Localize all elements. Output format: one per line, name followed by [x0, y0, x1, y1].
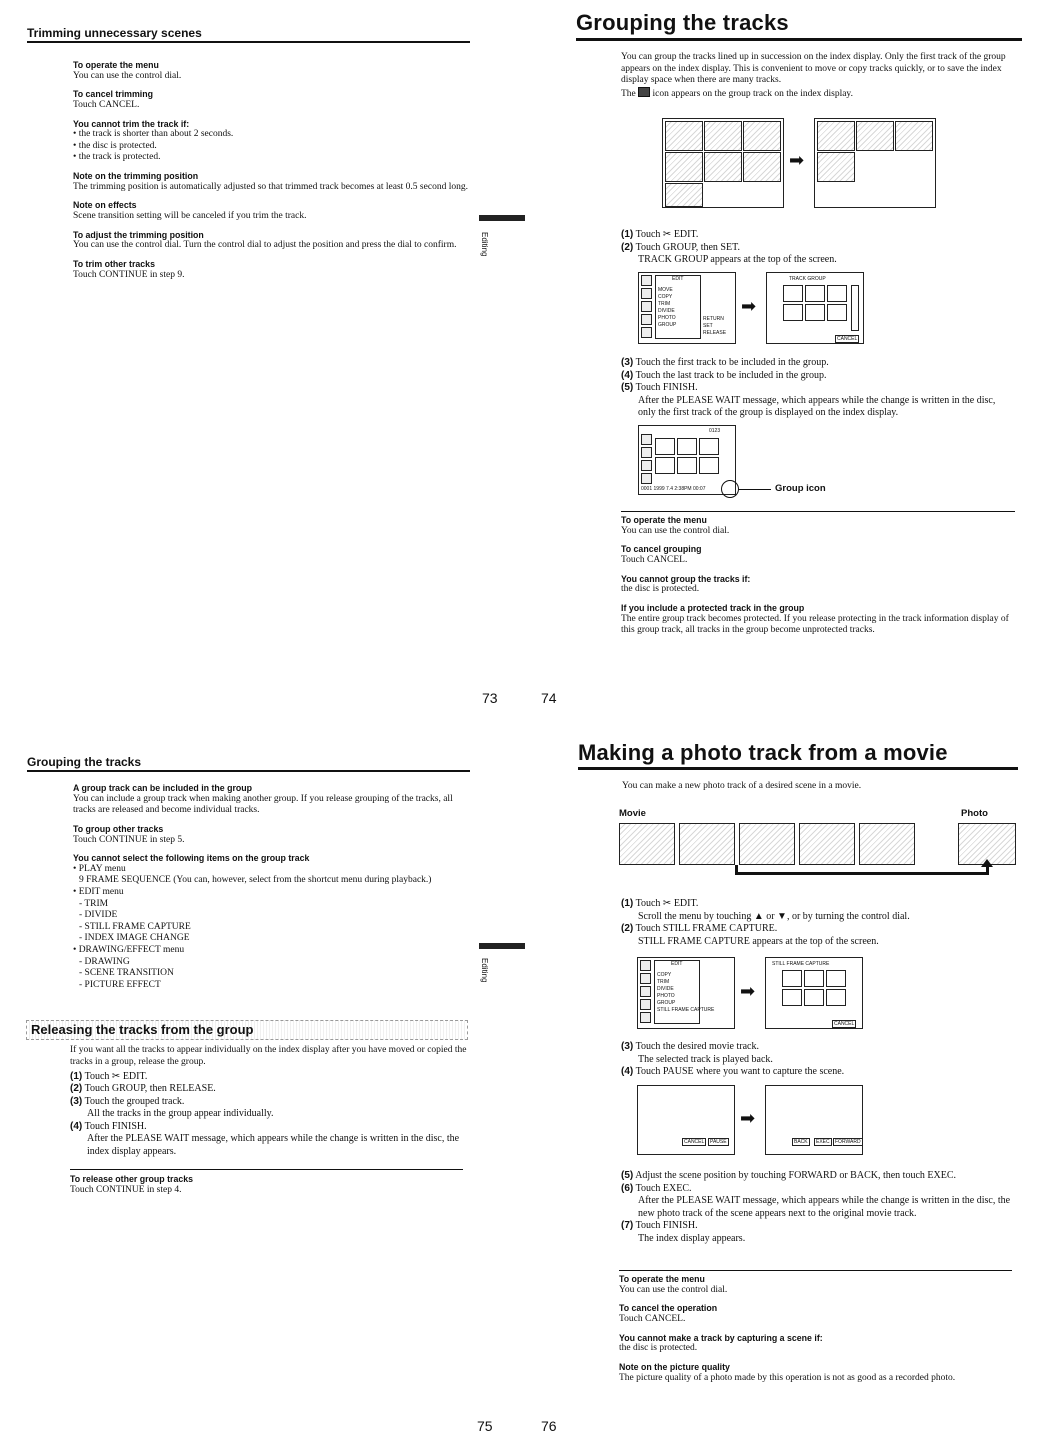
- list-line: - DIVIDE: [79, 910, 118, 921]
- lcd-cell: [805, 285, 825, 302]
- lcd-menu-item: GROUP: [658, 322, 677, 328]
- lcd-cell: [783, 285, 803, 302]
- note-heading: To trim other tracks: [73, 258, 155, 269]
- lcd-cell: [826, 989, 846, 1006]
- lcd-icon-column: [641, 275, 653, 340]
- note-heading: To operate the menu: [73, 60, 159, 70]
- lcd-pause: PAUSE: [710, 1139, 727, 1145]
- lcd-cell: [805, 304, 825, 321]
- lcd-menu-item: DIVIDE: [657, 986, 674, 992]
- step: (6) Touch EXEC.: [621, 1182, 692, 1194]
- step: (2) Touch GROUP, then SET.: [621, 241, 740, 253]
- step: (3) Touch the first track to be included in the group.: [621, 357, 829, 368]
- lcd-menu-item: MOVE: [658, 287, 673, 293]
- lcd-edit-menu-figure: [638, 272, 736, 344]
- step-note: All the tracks in the group appear individually.: [87, 1108, 274, 1120]
- intro-text: You can group the tracks lined up in succession on the index display. Only the first track of the group appears on the index display. This is convenient to move or copy tracks quickly, or to save the index display space when there are many tracks.: [621, 52, 1006, 86]
- note-body: The entire group track becomes protected. If you release protecting in the track information display of this group track, all tracks in the group become unprotected tracks.: [621, 613, 1009, 636]
- page-number-76: 76: [541, 1418, 557, 1434]
- capture-arrow-line: [735, 872, 989, 875]
- note-heading: To cancel trimming: [73, 89, 154, 100]
- note-heading: You cannot trim the track if:: [73, 118, 190, 129]
- lcd-menu-item: DIVIDE: [658, 308, 675, 314]
- page75-notes: [73, 783, 468, 991]
- lcd-menu-item: GROUP: [657, 1000, 676, 1006]
- thumbnail: [704, 152, 742, 182]
- page73-title-rule: [27, 41, 470, 43]
- step: (1) Touch ✂ EDIT.: [70, 1070, 148, 1082]
- page74-notes: [621, 515, 1013, 637]
- lcd-still-frame-figure: [765, 957, 863, 1029]
- lcd-exec: EXEC: [816, 1139, 830, 1145]
- thumbnail: [665, 121, 703, 151]
- step: (1) Touch ✂ EDIT.: [621, 898, 699, 909]
- lcd-menu-item: STILL FRAME CAPTURE: [657, 1007, 715, 1013]
- page76-intro: You can make a new photo track of a desired scene in a movie.: [622, 781, 862, 791]
- note-body: The trimming position is automatically adjusted so that trimmed track becomes at least 0.5 second long.: [73, 181, 468, 192]
- edit-tool-icon: ✂: [111, 1070, 121, 1082]
- page75-footer: [70, 1174, 468, 1196]
- lcd-cell: [783, 304, 803, 321]
- lcd-forward: FORWARD: [835, 1139, 861, 1145]
- lcd-track-group-figure: [766, 272, 864, 344]
- note-bullet: • the track is protected.: [73, 152, 161, 163]
- lcd-edit-label: EDIT: [671, 961, 683, 967]
- lcd-set: SET: [703, 323, 713, 329]
- list-line: - PICTURE EFFECT: [79, 979, 161, 990]
- page73-title: Trimming unnecessary scenes: [27, 26, 202, 40]
- intro-prefix: The: [621, 88, 636, 99]
- page76-steps-c: [621, 1170, 1013, 1245]
- page74-title: Grouping the tracks: [576, 10, 789, 35]
- note-heading: To adjust the trimming position: [73, 229, 204, 240]
- step-note: After the PLEASE WAIT message, which appears while the change is written in the disc, only the first track of the group is displayed on the index display.: [638, 394, 996, 418]
- lcd-icon-column: [640, 960, 652, 1025]
- lcd-release: RELEASE: [703, 330, 727, 336]
- page75-release-steps: [70, 1045, 468, 1158]
- note-heading: To group other tracks: [73, 823, 164, 834]
- thumbnail: [665, 152, 703, 182]
- lcd-cell: [677, 457, 697, 474]
- lcd-cell: [827, 285, 847, 302]
- note-body: Touch CONTINUE in step 4.: [70, 1184, 182, 1195]
- lcd-edit-menu-figure: [637, 957, 735, 1029]
- note-heading: Note on the picture quality: [619, 1361, 730, 1372]
- step: (3) Touch the desired movie track.: [621, 1041, 759, 1052]
- release-intro: If you want all the tracks to appear individually on the index display after you have moved or copied the tracks in a group, release the group.: [70, 1045, 467, 1067]
- thumbnail: [704, 121, 742, 151]
- lcd-cell: [782, 970, 802, 987]
- movie-frame: [859, 823, 915, 865]
- lcd-cell: [826, 970, 846, 987]
- lcd-track-group-label: TRACK GROUP: [789, 276, 826, 282]
- group-after-figure: [814, 118, 936, 208]
- arrow-right-icon: ➡: [740, 1108, 756, 1129]
- note-body: You can use the control dial.: [621, 525, 730, 536]
- list-line: • EDIT menu: [73, 887, 124, 898]
- list-line: - TRIM: [79, 898, 109, 909]
- capture-arrow-head-icon: [981, 859, 993, 867]
- note-body: the disc is protected.: [621, 584, 700, 595]
- lcd-cell: [699, 438, 719, 455]
- lcd-info-line: 0001 1999 7.4 2:38PM 00:07: [641, 486, 706, 492]
- lcd-back: BACK: [794, 1139, 808, 1145]
- arrow-right-icon: ➡: [741, 296, 757, 317]
- note-body: You can use the control dial. Turn the control dial to adjust the position and press the dial to confirm.: [73, 240, 457, 251]
- side-tab-marker: [479, 943, 525, 949]
- step-note: Scroll the menu by touching ▲ or ▼, or by turning the control dial.: [638, 910, 910, 922]
- note-body: Touch CONTINUE in step 9.: [73, 269, 185, 280]
- page76-steps-b: [621, 1041, 1013, 1079]
- step-note: TRACK GROUP appears at the top of the screen.: [638, 254, 837, 265]
- page74-title-rule: [576, 38, 1022, 41]
- arrow-right-icon: ➡: [740, 981, 756, 1002]
- lcd-menu-item: PHOTO: [658, 315, 676, 321]
- side-label-editing: Editing: [479, 232, 489, 257]
- lcd-menu-item: COPY: [657, 972, 672, 978]
- thumbnail: [856, 121, 894, 151]
- note-heading: To operate the menu: [619, 1274, 705, 1284]
- lcd-menu-item: COPY: [658, 294, 673, 300]
- release-section-title: Releasing the tracks from the group: [26, 1020, 468, 1040]
- page75-title-rule: [27, 770, 470, 772]
- step: (4) Touch the last track to be included in the group.: [621, 369, 827, 381]
- list-line: - INDEX IMAGE CHANGE: [79, 933, 190, 944]
- step: (2) Touch GROUP, then RELEASE.: [70, 1083, 216, 1095]
- note-heading: If you include a protected track in the group: [621, 602, 805, 613]
- group-icon-label: Group icon: [775, 483, 826, 494]
- lcd-menu-item: PHOTO: [657, 993, 675, 999]
- edit-tool-icon: ✂: [662, 898, 672, 909]
- list-line: - SCENE TRANSITION: [79, 968, 174, 979]
- side-tab-marker: [479, 215, 525, 221]
- note-body: Touch CONTINUE in step 5.: [73, 834, 185, 845]
- group-icon-callout-line: [739, 489, 771, 490]
- note-body: You can include a group track when making another group. If you release grouping of the tracks, all tracks are released and become individual tracks.: [73, 793, 453, 816]
- edit-tool-icon: ✂: [662, 229, 672, 240]
- page76-title-rule: [578, 767, 1018, 770]
- note-heading: To release other group tracks: [70, 1174, 194, 1184]
- page74-intro: [621, 52, 1011, 100]
- lcd-menu-item: TRIM: [658, 301, 671, 307]
- group-icon: [638, 87, 650, 97]
- note-body: The picture quality of a photo made by this operation is not as good as a recorded photo.: [619, 1372, 956, 1383]
- page75-title: Grouping the tracks: [27, 755, 142, 769]
- page73-notes: [73, 60, 468, 281]
- lcd-cell: [655, 457, 675, 474]
- lcd-icon-column: [641, 434, 653, 486]
- note-heading: You cannot make a track by capturing a scene if:: [619, 1332, 823, 1343]
- lcd-menu-item: TRIM: [657, 979, 670, 985]
- step: (2) Touch STILL FRAME CAPTURE.: [621, 923, 778, 934]
- lcd-playback-figure: [637, 1085, 735, 1155]
- step: (3) Touch the grouped track.: [70, 1095, 185, 1107]
- note-bullet: • the disc is protected.: [73, 140, 157, 151]
- note-heading: To cancel grouping: [621, 544, 702, 555]
- page74-notes-rule: [621, 511, 1015, 512]
- lcd-capture-figure: [765, 1085, 863, 1155]
- step-note: After the PLEASE WAIT message, which appears while the change is written in the disc, the new photo track of the scene appears next to the original movie track.: [638, 1195, 1011, 1219]
- lcd-cell: [655, 438, 675, 455]
- capture-arrow-up: [986, 866, 989, 875]
- note-heading: Note on the trimming position: [73, 171, 199, 182]
- note-body: Touch CANCEL.: [619, 1314, 686, 1325]
- note-body: Touch CANCEL.: [621, 555, 688, 566]
- thumbnail: [817, 121, 855, 151]
- step: (1) Touch ✂ EDIT.: [621, 229, 699, 240]
- step-note: The index display appears.: [638, 1232, 746, 1244]
- movie-frame: [619, 823, 675, 865]
- group-icon-callout-circle: [721, 480, 739, 498]
- page76-notes-rule: [619, 1270, 1012, 1271]
- page76-title: Making a photo track from a movie: [578, 740, 948, 765]
- note-body: You can use the control dial.: [619, 1284, 728, 1295]
- page-number-75: 75: [477, 1418, 493, 1434]
- lcd-cancel: CANCEL: [684, 1139, 705, 1145]
- step: (4) Touch PAUSE where you want to capture the scene.: [621, 1066, 845, 1077]
- list-line: - STILL FRAME CAPTURE: [79, 921, 191, 932]
- thumbnail: [743, 152, 781, 182]
- page-number-74: 74: [541, 690, 557, 706]
- step: (4) Touch FINISH.: [70, 1120, 147, 1132]
- thumbnail: [743, 121, 781, 151]
- note-body: You can use the control dial.: [73, 70, 182, 81]
- list-line: • DRAWING/EFFECT menu: [73, 944, 185, 955]
- lcd-return: RETURN: [703, 316, 724, 322]
- lcd-cell: [677, 438, 697, 455]
- thumbnail: [817, 152, 855, 182]
- lcd-cell: [782, 989, 802, 1006]
- step: (5) Adjust the scene position by touching FORWARD or BACK, then touch EXEC.: [621, 1170, 957, 1181]
- note-heading: You cannot select the following items on the group track: [73, 853, 310, 864]
- intro-group-icon-line: [621, 87, 1011, 101]
- step-note: The selected track is played back.: [638, 1053, 773, 1065]
- note-heading: A group track can be included in the group: [73, 783, 253, 793]
- lcd-cell: [699, 457, 719, 474]
- step: (7) Touch FINISH.: [621, 1220, 698, 1231]
- movie-frame: [799, 823, 855, 865]
- movie-label: Movie: [619, 808, 646, 819]
- note-heading: You cannot group the tracks if:: [621, 573, 751, 584]
- page76-notes: [619, 1274, 1011, 1384]
- note-heading: Note on effects: [73, 200, 137, 211]
- page-number-73: 73: [482, 690, 498, 706]
- lcd-scrollbar: [851, 285, 859, 331]
- note-bullet: • the track is shorter than about 2 seconds.: [73, 129, 234, 140]
- lcd-cancel: CANCEL: [834, 1021, 855, 1027]
- thumbnail: [665, 183, 703, 207]
- step: (5) Touch FINISH.: [621, 382, 698, 393]
- lcd-cell: [827, 304, 847, 321]
- step-note: After the PLEASE WAIT message, which appears while the change is written in the disc, the index display appears.: [87, 1133, 460, 1157]
- list-line: 9 FRAME SEQUENCE (You can, however, select from the shortcut menu during playback.): [79, 875, 432, 886]
- list-line: - DRAWING: [79, 956, 130, 967]
- lcd-cancel: CANCEL: [837, 336, 858, 342]
- page74-steps-b: [621, 357, 1013, 420]
- movie-frame: [679, 823, 735, 865]
- note-heading: To cancel the operation: [619, 1303, 718, 1314]
- lcd-still-frame-label: STILL FRAME CAPTURE: [772, 961, 830, 967]
- page75-footer-rule: [70, 1169, 463, 1170]
- group-before-figure: [662, 118, 784, 208]
- note-body: Touch CANCEL.: [73, 100, 140, 111]
- side-label-editing: Editing: [479, 958, 489, 983]
- page74-steps-a: [621, 229, 1011, 267]
- photo-label: Photo: [961, 808, 988, 819]
- lcd-cell: [804, 989, 824, 1006]
- movie-frame: [739, 823, 795, 865]
- lcd-edit-label: EDIT: [672, 276, 684, 282]
- page76-steps-a: [621, 898, 1013, 948]
- arrow-right-icon: ➡: [789, 150, 805, 171]
- lcd-counter: 0123: [709, 428, 721, 434]
- lcd-cell: [804, 970, 824, 987]
- thumbnail: [895, 121, 933, 151]
- intro-suffix: icon appears on the group track on the index display.: [652, 88, 853, 99]
- step-note: STILL FRAME CAPTURE appears at the top of the screen.: [638, 935, 879, 947]
- note-body: the disc is protected.: [619, 1343, 698, 1354]
- note-heading: To operate the menu: [621, 515, 707, 525]
- note-body: Scene transition setting will be canceled if you trim the track.: [73, 211, 307, 222]
- list-line: • PLAY menu: [73, 863, 126, 874]
